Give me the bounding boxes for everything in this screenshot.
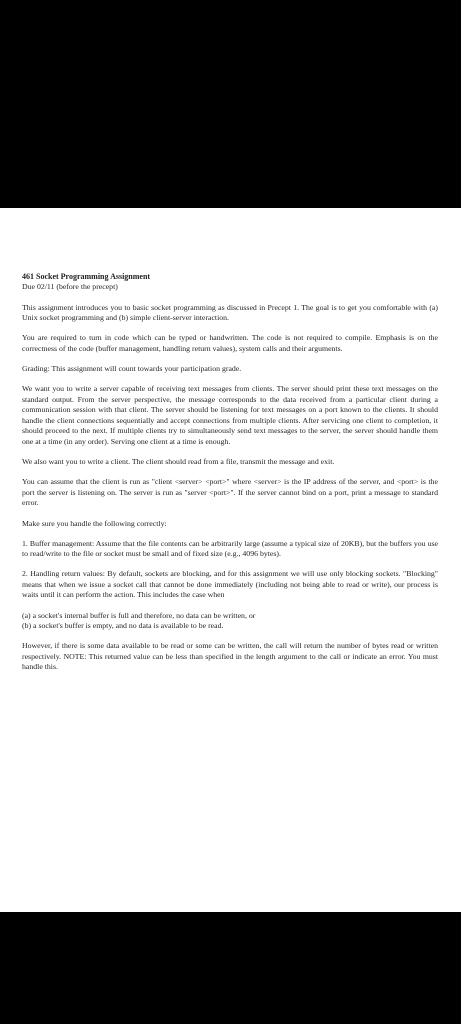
buffer-management-item: 1. Buffer management: Assume that the file contents can be arbitrarily large (assume a typical size of 20KB), but the buffers you use to read/write to the file or socket must be small and of fixed size (e.g., 4096 bytes).	[22, 538, 438, 559]
return-values-item: 2. Handling return values: By default, sockets are blocking, and for this assignment we will use only blocking sockets. "Blocking" means that when we issue a socket call that cannot be done immediately (including not being able to read or write), our process is waits until it can perform the action. This includes the case when	[22, 569, 438, 600]
bottom-black-bar	[0, 912, 461, 1024]
document-page	[0, 208, 461, 912]
document-title: 461 Socket Programming Assignment	[22, 272, 151, 281]
intro-paragraph: This assignment introduces you to basic socket programming as discussed in Precept 1. The goal is to get you comfortable with (a) Unix socket programming and (b) simple client-server interaction.	[22, 302, 438, 323]
client-requirements-paragraph: We also want you to write a client. The client should read from a file, transmit the message and exit.	[22, 457, 335, 467]
top-black-bar	[0, 0, 461, 208]
turn-in-paragraph: You are required to turn in code which can be typed or handwritten. The code is not required to compile. Emphasis is on the correctness of the code (buffer management, handling return values), system calls and their arguments.	[22, 333, 438, 353]
due-date: Due 02/11 (before the precept)	[22, 282, 118, 291]
document-body	[22, 272, 438, 683]
closing-paragraph: However, if there is some data available to be read or some can be written, the call will return the number of bytes read or written respectively. NOTE: This returned value can be less than specified in the length argument to the call or indicate an error. You must handle this.	[22, 641, 438, 672]
usage-paragraph: You can assume that the client is run as "client <server> <port>" where <server> is the IP address of the server, and <port> is the port the server is listening on. The server is run as "server <port>". If the server cannot bind on a port, print a message to standard error.	[22, 477, 438, 508]
server-requirements-paragraph: We want you to write a server capable of receiving text messages from clients. The server should print these text messages on the standard output. From the server perspective, the message corresponds to the data received from a particular client during a communication session with that client. The server should be listening for text messages on a port known to the clients. It should handle the client connections sequentially and accept connections from multiple clients. After servicing one client to completion, it should proceed to the next. If multiple clients try to simultaneously send text messages to the server, the server should handle them one at a time (in any order). Serving one client at a time is enough.	[22, 384, 438, 447]
grading-paragraph: Grading: This assignment will count towards your participation grade.	[22, 363, 242, 373]
case-a-line: (a) a socket's internal buffer is full and therefore, no data can be written, or	[22, 610, 256, 620]
case-b-line: (b) a socket's buffer is empty, and no data is available to be read.	[22, 621, 224, 631]
handle-intro-paragraph: Make sure you handle the following correctly:	[22, 518, 167, 528]
